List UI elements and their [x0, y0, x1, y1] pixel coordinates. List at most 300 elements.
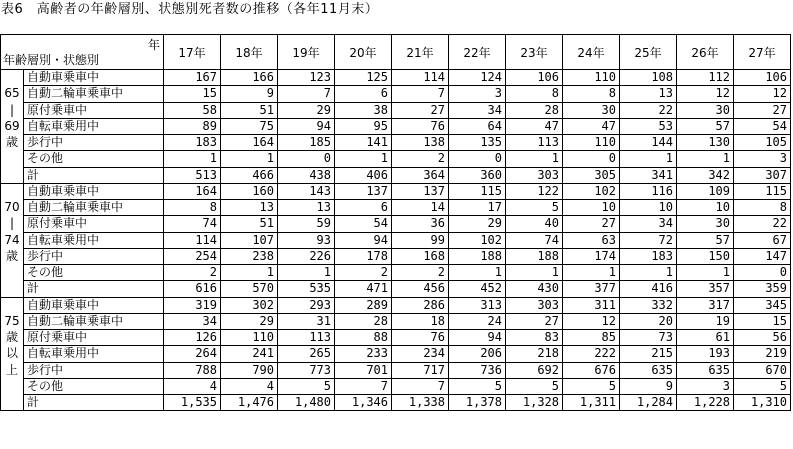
category-label: その他 [24, 265, 164, 281]
value-cell: 126 [164, 330, 221, 346]
value-cell: 616 [164, 281, 221, 297]
value-cell: 59 [278, 216, 335, 232]
year-header: 20年 [335, 35, 392, 70]
age-group-cell: 74 [1, 232, 24, 248]
value-cell: 1 [677, 151, 734, 167]
value-cell: 233 [335, 346, 392, 362]
value-cell: 14 [392, 200, 449, 216]
value-cell: 57 [677, 118, 734, 134]
table-row [1, 362, 791, 378]
value-cell: 94 [449, 330, 506, 346]
value-cell: 109 [677, 183, 734, 199]
value-cell: 0 [278, 151, 335, 167]
value-cell: 1 [620, 265, 677, 281]
value-cell: 471 [335, 281, 392, 297]
total-row [1, 395, 791, 411]
value-cell: 88 [335, 330, 392, 346]
value-cell: 2 [335, 265, 392, 281]
value-cell: 303 [506, 167, 563, 183]
category-label: 自動車乗車中 [24, 70, 164, 86]
value-cell: 54 [335, 216, 392, 232]
fatality-table-container [0, 34, 791, 411]
value-cell: 1,480 [278, 395, 335, 411]
value-cell: 27 [506, 313, 563, 329]
value-cell: 9 [620, 378, 677, 394]
value-cell: 76 [392, 330, 449, 346]
value-cell: 635 [677, 362, 734, 378]
value-cell: 341 [620, 167, 677, 183]
value-cell: 219 [734, 346, 791, 362]
value-cell: 13 [620, 86, 677, 102]
table-row [1, 313, 791, 329]
value-cell: 108 [620, 70, 677, 86]
value-cell: 115 [449, 183, 506, 199]
table-row [1, 232, 791, 248]
value-cell: 293 [278, 297, 335, 313]
value-cell: 206 [449, 346, 506, 362]
value-cell: 168 [392, 248, 449, 264]
value-cell: 670 [734, 362, 791, 378]
value-cell: 102 [449, 232, 506, 248]
value-cell: 5 [449, 378, 506, 394]
value-cell: 63 [563, 232, 620, 248]
value-cell: 27 [563, 216, 620, 232]
value-cell: 6 [335, 86, 392, 102]
value-cell: 6 [335, 200, 392, 216]
value-cell: 114 [392, 70, 449, 86]
value-cell: 106 [506, 70, 563, 86]
age-group-cell: 以 [1, 346, 24, 362]
value-cell: 7 [392, 378, 449, 394]
value-cell: 1 [506, 265, 563, 281]
value-cell: 319 [164, 297, 221, 313]
value-cell: 137 [335, 183, 392, 199]
year-header: 18年 [221, 35, 278, 70]
table-row [1, 346, 791, 362]
value-cell: 317 [677, 297, 734, 313]
value-cell: 345 [734, 297, 791, 313]
value-cell: 570 [221, 281, 278, 297]
value-cell: 188 [506, 248, 563, 264]
value-cell: 265 [278, 346, 335, 362]
category-label: 歩行中 [24, 248, 164, 264]
value-cell: 34 [620, 216, 677, 232]
age-group-cell [1, 378, 24, 394]
value-cell: 1 [620, 151, 677, 167]
age-group-cell [1, 265, 24, 281]
year-header: 23年 [506, 35, 563, 70]
value-cell: 94 [278, 118, 335, 134]
value-cell: 15 [734, 313, 791, 329]
value-cell: 8 [506, 86, 563, 102]
value-cell: 226 [278, 248, 335, 264]
value-cell: 1,338 [392, 395, 449, 411]
value-cell: 788 [164, 362, 221, 378]
value-cell: 3 [449, 86, 506, 102]
value-cell: 377 [563, 281, 620, 297]
value-cell: 7 [392, 86, 449, 102]
value-cell: 692 [506, 362, 563, 378]
corner-year-label: 年 [147, 38, 160, 52]
value-cell: 1,311 [563, 395, 620, 411]
value-cell: 19 [677, 313, 734, 329]
value-cell: 122 [506, 183, 563, 199]
category-label: その他 [24, 378, 164, 394]
value-cell: 185 [278, 135, 335, 151]
year-header: 24年 [563, 35, 620, 70]
age-group-cell: 69 [1, 118, 24, 134]
category-label: 自転車乗用中 [24, 346, 164, 362]
age-group-cell: 歳 [1, 135, 24, 151]
value-cell: 36 [392, 216, 449, 232]
value-cell: 147 [734, 248, 791, 264]
fatality-table [0, 34, 791, 411]
category-label: 自動二輪車乗車中 [24, 200, 164, 216]
value-cell: 53 [620, 118, 677, 134]
value-cell: 143 [278, 183, 335, 199]
category-label: 歩行中 [24, 362, 164, 378]
category-label: 原付乗車中 [24, 216, 164, 232]
value-cell: 264 [164, 346, 221, 362]
value-cell: 178 [335, 248, 392, 264]
value-cell: 286 [392, 297, 449, 313]
value-cell: 95 [335, 118, 392, 134]
value-cell: 3 [734, 151, 791, 167]
value-cell: 1,535 [164, 395, 221, 411]
value-cell: 10 [677, 200, 734, 216]
age-group-cell [1, 297, 24, 313]
value-cell: 302 [221, 297, 278, 313]
age-group-cell: 75 [1, 313, 24, 329]
value-cell: 34 [449, 102, 506, 118]
year-header: 21年 [392, 35, 449, 70]
category-label: 計 [24, 281, 164, 297]
value-cell: 1,476 [221, 395, 278, 411]
value-cell: 1 [449, 265, 506, 281]
value-cell: 74 [506, 232, 563, 248]
value-cell: 254 [164, 248, 221, 264]
category-label: 自動車乗車中 [24, 297, 164, 313]
value-cell: 24 [449, 313, 506, 329]
category-label: 計 [24, 395, 164, 411]
value-cell: 466 [221, 167, 278, 183]
value-cell: 116 [620, 183, 677, 199]
total-row [1, 167, 791, 183]
value-cell: 773 [278, 362, 335, 378]
value-cell: 110 [563, 70, 620, 86]
value-cell: 2 [164, 265, 221, 281]
category-label: 計 [24, 167, 164, 183]
value-cell: 56 [734, 330, 791, 346]
value-cell: 130 [677, 135, 734, 151]
value-cell: 193 [677, 346, 734, 362]
value-cell: 12 [734, 86, 791, 102]
value-cell: 289 [335, 297, 392, 313]
value-cell: 357 [677, 281, 734, 297]
value-cell: 30 [677, 216, 734, 232]
value-cell: 1 [563, 265, 620, 281]
value-cell: 115 [734, 183, 791, 199]
table-row [1, 216, 791, 232]
value-cell: 135 [449, 135, 506, 151]
value-cell: 13 [221, 200, 278, 216]
value-cell: 452 [449, 281, 506, 297]
value-cell: 102 [563, 183, 620, 199]
value-cell: 29 [221, 313, 278, 329]
value-cell: 359 [734, 281, 791, 297]
table-title: 表6 高齢者の年齢層別、状態別死者数の推移（各年11月末） [1, 2, 379, 17]
corner-category-label: 年齢層別・状態別 [3, 53, 100, 67]
age-group-cell: | [1, 216, 24, 232]
table-row [1, 118, 791, 134]
value-cell: 4 [221, 378, 278, 394]
year-header: 27年 [734, 35, 791, 70]
value-cell: 8 [734, 200, 791, 216]
value-cell: 28 [335, 313, 392, 329]
table-row [1, 265, 791, 281]
value-cell: 241 [221, 346, 278, 362]
table-row [1, 151, 791, 167]
table-row [1, 183, 791, 199]
value-cell: 701 [335, 362, 392, 378]
value-cell: 5 [734, 378, 791, 394]
category-label: 自転車乗用中 [24, 232, 164, 248]
value-cell: 27 [392, 102, 449, 118]
age-group-cell: 65 [1, 86, 24, 102]
value-cell: 40 [506, 216, 563, 232]
value-cell: 364 [392, 167, 449, 183]
value-cell: 31 [278, 313, 335, 329]
value-cell: 138 [392, 135, 449, 151]
value-cell: 54 [734, 118, 791, 134]
value-cell: 125 [335, 70, 392, 86]
value-cell: 107 [221, 232, 278, 248]
category-label: 自転車乗用中 [24, 118, 164, 134]
value-cell: 113 [506, 135, 563, 151]
value-cell: 110 [221, 330, 278, 346]
value-cell: 166 [221, 70, 278, 86]
value-cell: 3 [677, 378, 734, 394]
age-group-cell [1, 70, 24, 86]
value-cell: 89 [164, 118, 221, 134]
value-cell: 174 [563, 248, 620, 264]
value-cell: 438 [278, 167, 335, 183]
value-cell: 305 [563, 167, 620, 183]
value-cell: 8 [563, 86, 620, 102]
category-label: 自動車乗車中 [24, 183, 164, 199]
table-row [1, 297, 791, 313]
table-row [1, 70, 791, 86]
value-cell: 5 [506, 378, 563, 394]
value-cell: 141 [335, 135, 392, 151]
value-cell: 1,310 [734, 395, 791, 411]
value-cell: 106 [734, 70, 791, 86]
category-label: 原付乗車中 [24, 102, 164, 118]
value-cell: 10 [563, 200, 620, 216]
value-cell: 1,284 [620, 395, 677, 411]
table-row [1, 200, 791, 216]
value-cell: 64 [449, 118, 506, 134]
value-cell: 342 [677, 167, 734, 183]
value-cell: 1,378 [449, 395, 506, 411]
category-label: 原付乗車中 [24, 330, 164, 346]
value-cell: 5 [278, 378, 335, 394]
value-cell: 0 [734, 265, 791, 281]
table-row [1, 102, 791, 118]
value-cell: 144 [620, 135, 677, 151]
value-cell: 1,228 [677, 395, 734, 411]
value-cell: 94 [335, 232, 392, 248]
table-row [1, 248, 791, 264]
value-cell: 303 [506, 297, 563, 313]
value-cell: 61 [677, 330, 734, 346]
value-cell: 234 [392, 346, 449, 362]
value-cell: 113 [278, 330, 335, 346]
value-cell: 85 [563, 330, 620, 346]
value-cell: 1 [221, 265, 278, 281]
header-row [1, 35, 791, 70]
value-cell: 2 [392, 265, 449, 281]
value-cell: 183 [164, 135, 221, 151]
value-cell: 513 [164, 167, 221, 183]
value-cell: 676 [563, 362, 620, 378]
value-cell: 34 [164, 313, 221, 329]
value-cell: 167 [164, 70, 221, 86]
value-cell: 360 [449, 167, 506, 183]
value-cell: 313 [449, 297, 506, 313]
value-cell: 51 [221, 216, 278, 232]
value-cell: 0 [563, 151, 620, 167]
value-cell: 736 [449, 362, 506, 378]
value-cell: 57 [677, 232, 734, 248]
value-cell: 30 [563, 102, 620, 118]
age-group-cell: 歳 [1, 248, 24, 264]
year-header: 19年 [278, 35, 335, 70]
value-cell: 73 [620, 330, 677, 346]
value-cell: 20 [620, 313, 677, 329]
value-cell: 1,346 [335, 395, 392, 411]
value-cell: 717 [392, 362, 449, 378]
age-group-cell: 歳 [1, 330, 24, 346]
value-cell: 1 [221, 151, 278, 167]
value-cell: 238 [221, 248, 278, 264]
value-cell: 635 [620, 362, 677, 378]
value-cell: 75 [221, 118, 278, 134]
value-cell: 406 [335, 167, 392, 183]
value-cell: 124 [449, 70, 506, 86]
value-cell: 27 [734, 102, 791, 118]
value-cell: 51 [221, 102, 278, 118]
value-cell: 105 [734, 135, 791, 151]
value-cell: 17 [449, 200, 506, 216]
table-row [1, 135, 791, 151]
value-cell: 1 [506, 151, 563, 167]
value-cell: 183 [620, 248, 677, 264]
corner-header [1, 35, 164, 70]
value-cell: 30 [677, 102, 734, 118]
value-cell: 18 [392, 313, 449, 329]
age-group-cell [1, 183, 24, 199]
age-group-cell [1, 151, 24, 167]
value-cell: 22 [620, 102, 677, 118]
value-cell: 123 [278, 70, 335, 86]
age-group-cell [1, 167, 24, 183]
value-cell: 67 [734, 232, 791, 248]
value-cell: 99 [392, 232, 449, 248]
value-cell: 1 [677, 265, 734, 281]
value-cell: 307 [734, 167, 791, 183]
value-cell: 110 [563, 135, 620, 151]
value-cell: 1 [164, 151, 221, 167]
value-cell: 164 [164, 183, 221, 199]
value-cell: 29 [278, 102, 335, 118]
age-group-cell [1, 395, 24, 411]
value-cell: 12 [563, 313, 620, 329]
value-cell: 790 [221, 362, 278, 378]
category-label: 自動二輪車乗車中 [24, 86, 164, 102]
value-cell: 5 [563, 378, 620, 394]
value-cell: 218 [506, 346, 563, 362]
value-cell: 4 [164, 378, 221, 394]
value-cell: 7 [335, 378, 392, 394]
value-cell: 416 [620, 281, 677, 297]
value-cell: 10 [620, 200, 677, 216]
year-header: 26年 [677, 35, 734, 70]
value-cell: 164 [221, 135, 278, 151]
table-row [1, 86, 791, 102]
value-cell: 188 [449, 248, 506, 264]
value-cell: 1,328 [506, 395, 563, 411]
value-cell: 137 [392, 183, 449, 199]
value-cell: 38 [335, 102, 392, 118]
value-cell: 22 [734, 216, 791, 232]
value-cell: 114 [164, 232, 221, 248]
value-cell: 1 [278, 265, 335, 281]
value-cell: 15 [164, 86, 221, 102]
age-group-cell: 70 [1, 200, 24, 216]
value-cell: 93 [278, 232, 335, 248]
table-body [1, 70, 791, 411]
value-cell: 2 [392, 151, 449, 167]
value-cell: 222 [563, 346, 620, 362]
value-cell: 150 [677, 248, 734, 264]
value-cell: 8 [164, 200, 221, 216]
value-cell: 215 [620, 346, 677, 362]
value-cell: 7 [278, 86, 335, 102]
value-cell: 160 [221, 183, 278, 199]
value-cell: 5 [506, 200, 563, 216]
value-cell: 13 [278, 200, 335, 216]
value-cell: 47 [506, 118, 563, 134]
value-cell: 12 [677, 86, 734, 102]
table-row [1, 378, 791, 394]
value-cell: 9 [221, 86, 278, 102]
value-cell: 28 [506, 102, 563, 118]
value-cell: 74 [164, 216, 221, 232]
year-header: 22年 [449, 35, 506, 70]
value-cell: 76 [392, 118, 449, 134]
category-label: 歩行中 [24, 135, 164, 151]
value-cell: 58 [164, 102, 221, 118]
year-header: 25年 [620, 35, 677, 70]
total-row [1, 281, 791, 297]
value-cell: 83 [506, 330, 563, 346]
value-cell: 72 [620, 232, 677, 248]
value-cell: 1 [335, 151, 392, 167]
value-cell: 430 [506, 281, 563, 297]
value-cell: 29 [449, 216, 506, 232]
value-cell: 0 [449, 151, 506, 167]
